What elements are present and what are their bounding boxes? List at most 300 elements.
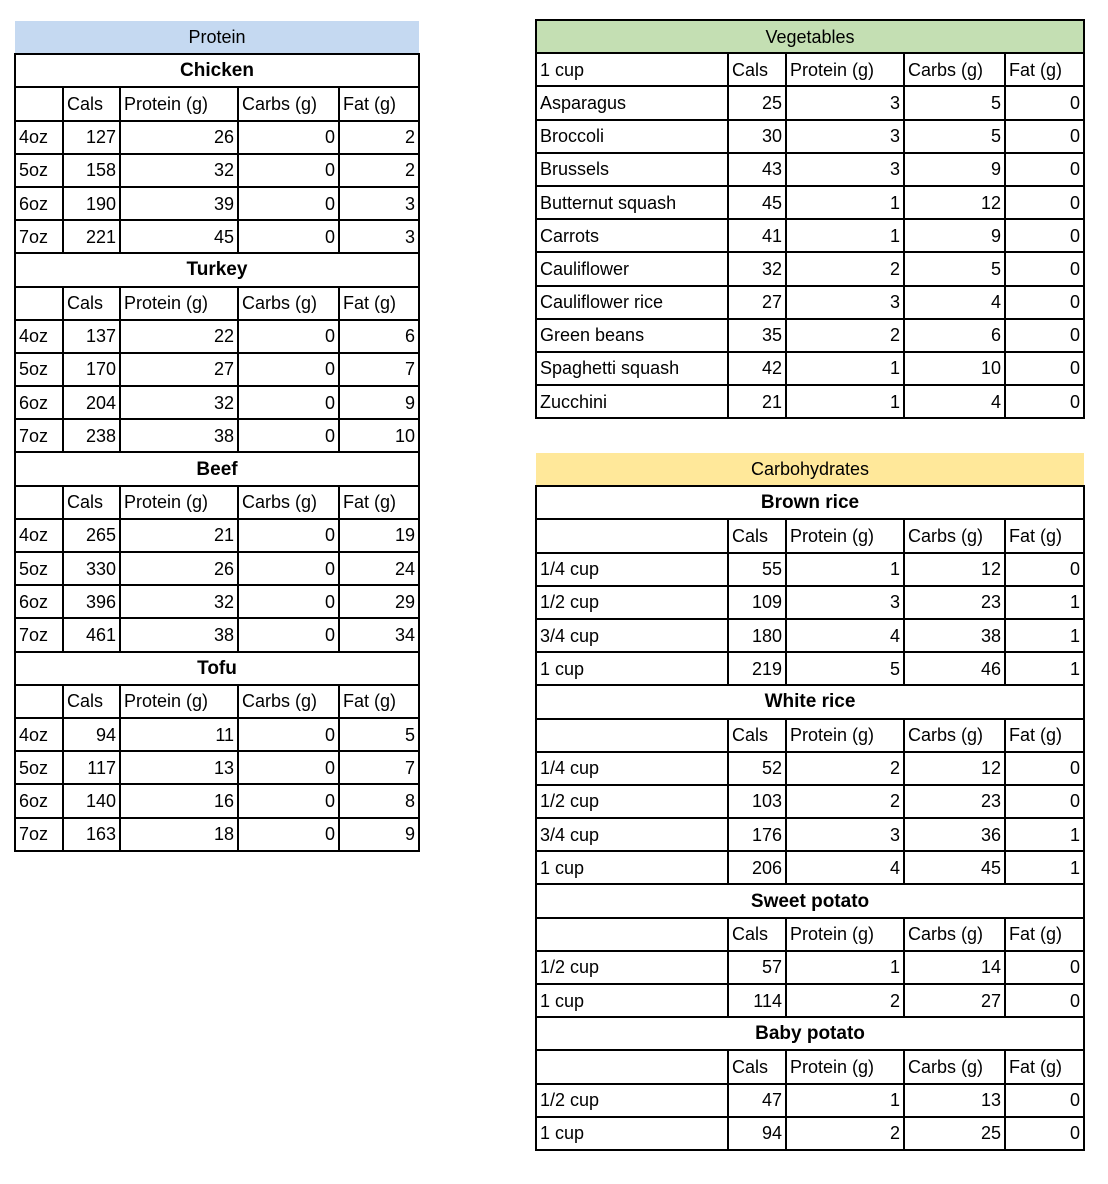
column-header-label [15, 87, 63, 120]
column-header-fat: Fat (g) [339, 486, 419, 519]
column-header-cals: Cals [728, 918, 786, 951]
cell-fat: 34 [339, 618, 419, 651]
cell-fat: 0 [1005, 951, 1084, 984]
cell-protein: 3 [786, 153, 904, 186]
cell-cals: 117 [63, 751, 120, 784]
row-label: 1 cup [536, 984, 728, 1017]
group-title-chicken: Chicken [15, 54, 419, 87]
carbohydrates-section-header-row [536, 453, 1084, 486]
cell-fat: 7 [339, 353, 419, 386]
cell-protein: 1 [786, 1084, 904, 1117]
cell-cals: 47 [728, 1084, 786, 1117]
column-header-label [15, 685, 63, 718]
cell-protein: 3 [786, 120, 904, 153]
cell-carbs: 14 [904, 951, 1005, 984]
cell-fat: 3 [339, 220, 419, 253]
row-label: Carrots [536, 219, 728, 252]
table-row [15, 519, 419, 552]
table-row [15, 718, 419, 751]
table-row [15, 320, 419, 353]
cell-protein: 32 [120, 386, 238, 419]
cell-protein: 2 [786, 252, 904, 285]
cell-cals: 170 [63, 353, 120, 386]
column-header-fat: Fat (g) [339, 287, 419, 320]
cell-carbs: 12 [904, 752, 1005, 785]
column-header-fat: Fat (g) [1005, 53, 1084, 86]
row-label: 6oz [15, 784, 63, 817]
column-header-protein: Protein (g) [120, 287, 238, 320]
table-row [15, 552, 419, 585]
row-label: Brussels [536, 153, 728, 186]
cell-protein: 2 [786, 752, 904, 785]
column-header-protein: Protein (g) [786, 719, 904, 752]
cell-fat: 29 [339, 585, 419, 618]
cell-fat: 9 [339, 818, 419, 851]
cell-protein: 16 [120, 784, 238, 817]
cell-cals: 57 [728, 951, 786, 984]
row-label: 1 cup [536, 1117, 728, 1150]
cell-carbs: 0 [238, 320, 339, 353]
table-row [15, 187, 419, 220]
cell-protein: 21 [120, 519, 238, 552]
column-header-row [536, 53, 1084, 86]
row-label: Cauliflower [536, 252, 728, 285]
column-header-label [15, 287, 63, 320]
cell-protein: 2 [786, 785, 904, 818]
cell-cals: 180 [728, 619, 786, 652]
table-row [536, 219, 1084, 252]
cell-carbs: 5 [904, 252, 1005, 285]
column-header-label [536, 719, 728, 752]
cell-cals: 461 [63, 618, 120, 651]
column-header-cals: Cals [63, 87, 120, 120]
column-header-row [536, 918, 1084, 951]
cell-fat: 0 [1005, 120, 1084, 153]
cell-fat: 0 [1005, 553, 1084, 586]
column-header-label [536, 918, 728, 951]
group-title-row [536, 486, 1084, 519]
cell-fat: 2 [339, 154, 419, 187]
cell-protein: 4 [786, 619, 904, 652]
column-header-label: 1 cup [536, 53, 728, 86]
cell-protein: 38 [120, 618, 238, 651]
table-row [15, 751, 419, 784]
cell-fat: 2 [339, 121, 419, 154]
column-header-fat: Fat (g) [1005, 519, 1084, 552]
cell-fat: 0 [1005, 785, 1084, 818]
cell-fat: 0 [1005, 219, 1084, 252]
column-header-carbs: Carbs (g) [904, 53, 1005, 86]
group-title-brown-rice: Brown rice [536, 486, 1084, 519]
cell-protein: 18 [120, 818, 238, 851]
table-row [15, 220, 419, 253]
cell-protein: 2 [786, 1117, 904, 1150]
cell-carbs: 25 [904, 1117, 1005, 1150]
column-header-carbs: Carbs (g) [904, 519, 1005, 552]
table-row [536, 86, 1084, 119]
cell-cals: 238 [63, 419, 120, 452]
column-header-carbs: Carbs (g) [238, 685, 339, 718]
row-label: 1/4 cup [536, 553, 728, 586]
cell-carbs: 9 [904, 153, 1005, 186]
column-header-cals: Cals [63, 685, 120, 718]
cell-carbs: 9 [904, 219, 1005, 252]
cell-fat: 8 [339, 784, 419, 817]
cell-cals: 27 [728, 286, 786, 319]
cell-fat: 9 [339, 386, 419, 419]
cell-carbs: 5 [904, 86, 1005, 119]
row-label: 5oz [15, 353, 63, 386]
cell-cals: 52 [728, 752, 786, 785]
group-title-row [536, 685, 1084, 718]
column-header-row [536, 1050, 1084, 1083]
cell-carbs: 0 [238, 121, 339, 154]
cell-cals: 55 [728, 553, 786, 586]
column-header-carbs: Carbs (g) [904, 1050, 1005, 1083]
column-header-fat: Fat (g) [339, 685, 419, 718]
cell-fat: 1 [1005, 619, 1084, 652]
row-label: 1/2 cup [536, 586, 728, 619]
cell-carbs: 12 [904, 186, 1005, 219]
column-header-row [15, 685, 419, 718]
cell-carbs: 12 [904, 553, 1005, 586]
cell-fat: 0 [1005, 1117, 1084, 1150]
table-row [536, 818, 1084, 851]
table-row [536, 652, 1084, 685]
cell-cals: 265 [63, 519, 120, 552]
cell-carbs: 27 [904, 984, 1005, 1017]
group-title-baby-potato: Baby potato [536, 1017, 1084, 1050]
cell-carbs: 23 [904, 785, 1005, 818]
cell-fat: 0 [1005, 186, 1084, 219]
cell-protein: 13 [120, 751, 238, 784]
cell-carbs: 0 [238, 519, 339, 552]
table-row [536, 252, 1084, 285]
cell-protein: 1 [786, 385, 904, 418]
cell-cals: 221 [63, 220, 120, 253]
cell-cals: 163 [63, 818, 120, 851]
cell-protein: 1 [786, 219, 904, 252]
cell-protein: 1 [786, 951, 904, 984]
group-title-row [536, 884, 1084, 917]
table-row [15, 386, 419, 419]
row-label: 7oz [15, 220, 63, 253]
row-label: 7oz [15, 419, 63, 452]
table-row [536, 385, 1084, 418]
cell-protein: 2 [786, 319, 904, 352]
cell-carbs: 0 [238, 751, 339, 784]
cell-fat: 0 [1005, 1084, 1084, 1117]
table-row [15, 154, 419, 187]
table-row [536, 120, 1084, 153]
cell-cals: 204 [63, 386, 120, 419]
cell-carbs: 46 [904, 652, 1005, 685]
column-header-row [15, 486, 419, 519]
column-header-protein: Protein (g) [120, 87, 238, 120]
column-header-carbs: Carbs (g) [904, 918, 1005, 951]
cell-carbs: 4 [904, 286, 1005, 319]
protein-table-block [14, 21, 418, 852]
table-row [536, 153, 1084, 186]
row-label: 3/4 cup [536, 818, 728, 851]
table-row [536, 984, 1084, 1017]
row-label: Asparagus [536, 86, 728, 119]
cell-carbs: 0 [238, 552, 339, 585]
cell-protein: 26 [120, 552, 238, 585]
column-header-row [536, 519, 1084, 552]
cell-protein: 3 [786, 86, 904, 119]
carbohydrates-table-block [535, 453, 1083, 1151]
row-label: 4oz [15, 121, 63, 154]
cell-cals: 103 [728, 785, 786, 818]
cell-carbs: 10 [904, 352, 1005, 385]
cell-carbs: 45 [904, 851, 1005, 884]
cell-cals: 158 [63, 154, 120, 187]
table-row [536, 785, 1084, 818]
row-label: 1/2 cup [536, 785, 728, 818]
cell-fat: 6 [339, 320, 419, 353]
cell-carbs: 0 [238, 718, 339, 751]
row-label: Broccoli [536, 120, 728, 153]
cell-protein: 26 [120, 121, 238, 154]
cell-carbs: 23 [904, 586, 1005, 619]
cell-fat: 0 [1005, 385, 1084, 418]
table-row [15, 585, 419, 618]
row-label: 4oz [15, 320, 63, 353]
vegetables-section-header: Vegetables [536, 20, 1084, 53]
column-header-fat: Fat (g) [1005, 918, 1084, 951]
table-row [536, 951, 1084, 984]
cell-cals: 43 [728, 153, 786, 186]
group-title-row [15, 253, 419, 286]
table-row [536, 286, 1084, 319]
cell-protein: 38 [120, 419, 238, 452]
column-header-row [15, 287, 419, 320]
row-label: 5oz [15, 154, 63, 187]
cell-fat: 0 [1005, 352, 1084, 385]
column-header-protein: Protein (g) [786, 1050, 904, 1083]
column-header-label [536, 1050, 728, 1083]
column-header-row [536, 719, 1084, 752]
column-header-protein: Protein (g) [786, 53, 904, 86]
column-header-carbs: Carbs (g) [238, 287, 339, 320]
group-title-tofu: Tofu [15, 652, 419, 685]
cell-protein: 32 [120, 585, 238, 618]
vegetables-table [535, 19, 1085, 419]
cell-fat: 1 [1005, 586, 1084, 619]
cell-cals: 190 [63, 187, 120, 220]
cell-cals: 330 [63, 552, 120, 585]
column-header-label [15, 486, 63, 519]
row-label: Butternut squash [536, 186, 728, 219]
column-header-fat: Fat (g) [1005, 719, 1084, 752]
row-label: Zucchini [536, 385, 728, 418]
protein-table [14, 21, 420, 852]
column-header-cals: Cals [728, 719, 786, 752]
cell-fat: 1 [1005, 818, 1084, 851]
row-label: Spaghetti squash [536, 352, 728, 385]
protein-section-header-row [15, 21, 419, 54]
cell-protein: 1 [786, 186, 904, 219]
table-row [15, 353, 419, 386]
row-label: 6oz [15, 585, 63, 618]
row-label: 4oz [15, 718, 63, 751]
cell-carbs: 4 [904, 385, 1005, 418]
row-label: 5oz [15, 751, 63, 784]
cell-fat: 1 [1005, 851, 1084, 884]
column-header-cals: Cals [63, 486, 120, 519]
cell-fat: 24 [339, 552, 419, 585]
cell-fat: 19 [339, 519, 419, 552]
row-label: 6oz [15, 187, 63, 220]
cell-fat: 0 [1005, 319, 1084, 352]
cell-carbs: 0 [238, 386, 339, 419]
cell-cals: 21 [728, 385, 786, 418]
cell-fat: 0 [1005, 286, 1084, 319]
cell-carbs: 5 [904, 120, 1005, 153]
cell-carbs: 0 [238, 187, 339, 220]
cell-cals: 25 [728, 86, 786, 119]
cell-carbs: 0 [238, 618, 339, 651]
cell-cals: 114 [728, 984, 786, 1017]
cell-protein: 5 [786, 652, 904, 685]
column-header-carbs: Carbs (g) [238, 486, 339, 519]
row-label: 1/2 cup [536, 951, 728, 984]
column-header-cals: Cals [728, 519, 786, 552]
cell-fat: 5 [339, 718, 419, 751]
cell-cals: 45 [728, 186, 786, 219]
cell-cals: 32 [728, 252, 786, 285]
cell-cals: 127 [63, 121, 120, 154]
cell-fat: 10 [339, 419, 419, 452]
column-header-fat: Fat (g) [1005, 1050, 1084, 1083]
cell-fat: 3 [339, 187, 419, 220]
group-title-white-rice: White rice [536, 685, 1084, 718]
cell-cals: 30 [728, 120, 786, 153]
cell-protein: 3 [786, 286, 904, 319]
column-header-protein: Protein (g) [786, 918, 904, 951]
cell-protein: 45 [120, 220, 238, 253]
column-header-protein: Protein (g) [786, 519, 904, 552]
group-title-sweet-potato: Sweet potato [536, 884, 1084, 917]
cell-cals: 137 [63, 320, 120, 353]
group-title-row [15, 54, 419, 87]
cell-carbs: 0 [238, 784, 339, 817]
cell-protein: 4 [786, 851, 904, 884]
cell-carbs: 0 [238, 585, 339, 618]
cell-fat: 0 [1005, 86, 1084, 119]
cell-cals: 35 [728, 319, 786, 352]
group-title-row [536, 1017, 1084, 1050]
column-header-carbs: Carbs (g) [904, 719, 1005, 752]
table-row [15, 419, 419, 452]
cell-carbs: 0 [238, 818, 339, 851]
column-header-fat: Fat (g) [339, 87, 419, 120]
table-row [536, 319, 1084, 352]
cell-cals: 176 [728, 818, 786, 851]
table-row [15, 618, 419, 651]
cell-protein: 2 [786, 984, 904, 1017]
cell-cals: 396 [63, 585, 120, 618]
cell-carbs: 0 [238, 419, 339, 452]
cell-fat: 0 [1005, 752, 1084, 785]
table-row [536, 186, 1084, 219]
cell-carbs: 0 [238, 220, 339, 253]
cell-cals: 109 [728, 586, 786, 619]
cell-fat: 7 [339, 751, 419, 784]
row-label: 1/4 cup [536, 752, 728, 785]
table-row [536, 553, 1084, 586]
group-title-beef: Beef [15, 452, 419, 485]
table-row [536, 352, 1084, 385]
table-row [15, 818, 419, 851]
row-label: Cauliflower rice [536, 286, 728, 319]
column-header-cals: Cals [728, 53, 786, 86]
cell-protein: 22 [120, 320, 238, 353]
vegetables-table-block [535, 19, 1083, 419]
group-title-row [15, 652, 419, 685]
row-label: 6oz [15, 386, 63, 419]
column-header-label [536, 519, 728, 552]
cell-cals: 206 [728, 851, 786, 884]
cell-cals: 94 [728, 1117, 786, 1150]
table-row [536, 1084, 1084, 1117]
carbohydrates-table [535, 453, 1085, 1151]
table-row [536, 752, 1084, 785]
cell-cals: 42 [728, 352, 786, 385]
row-label: 1 cup [536, 851, 728, 884]
row-label: 5oz [15, 552, 63, 585]
group-title-row [15, 452, 419, 485]
cell-carbs: 38 [904, 619, 1005, 652]
cell-carbs: 36 [904, 818, 1005, 851]
cell-cals: 140 [63, 784, 120, 817]
column-header-carbs: Carbs (g) [238, 87, 339, 120]
cell-carbs: 0 [238, 154, 339, 187]
cell-protein: 1 [786, 352, 904, 385]
table-row [15, 784, 419, 817]
row-label: 7oz [15, 818, 63, 851]
cell-fat: 0 [1005, 984, 1084, 1017]
cell-fat: 0 [1005, 153, 1084, 186]
cell-carbs: 13 [904, 1084, 1005, 1117]
cell-carbs: 6 [904, 319, 1005, 352]
column-header-protein: Protein (g) [120, 486, 238, 519]
cell-fat: 1 [1005, 652, 1084, 685]
column-header-cals: Cals [63, 287, 120, 320]
vegetables-section-header-row [536, 20, 1084, 53]
cell-cals: 41 [728, 219, 786, 252]
carbohydrates-section-header: Carbohydrates [536, 453, 1084, 486]
cell-carbs: 0 [238, 353, 339, 386]
cell-protein: 39 [120, 187, 238, 220]
row-label: 1 cup [536, 652, 728, 685]
cell-cals: 94 [63, 718, 120, 751]
row-label: 7oz [15, 618, 63, 651]
column-header-cals: Cals [728, 1050, 786, 1083]
cell-cals: 219 [728, 652, 786, 685]
cell-protein: 1 [786, 553, 904, 586]
table-row [536, 1117, 1084, 1150]
cell-protein: 11 [120, 718, 238, 751]
row-label: 3/4 cup [536, 619, 728, 652]
protein-section-header: Protein [15, 21, 419, 54]
cell-protein: 3 [786, 586, 904, 619]
table-row [15, 121, 419, 154]
column-header-protein: Protein (g) [120, 685, 238, 718]
cell-protein: 32 [120, 154, 238, 187]
row-label: 4oz [15, 519, 63, 552]
